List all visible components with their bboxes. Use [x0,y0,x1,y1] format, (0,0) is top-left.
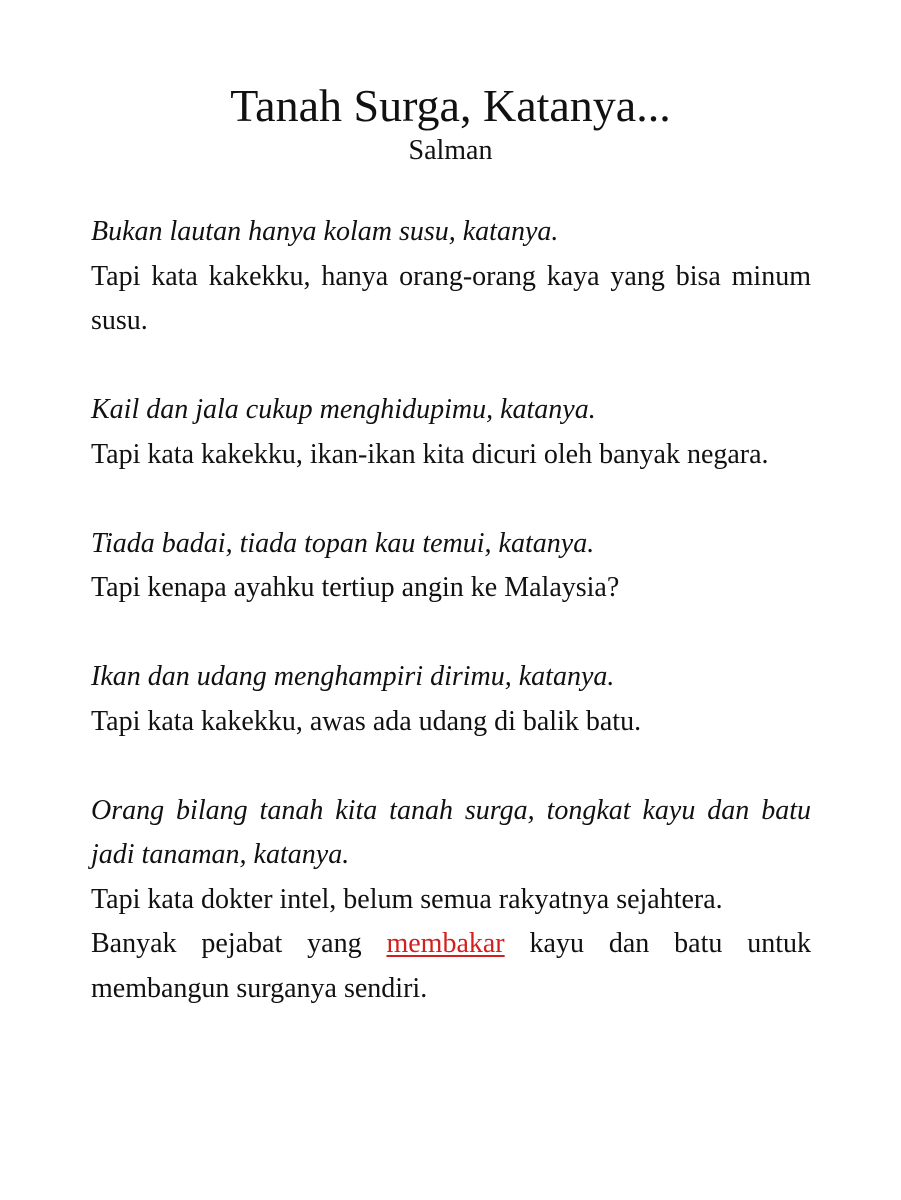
stanza-line-italic: Ikan dan udang menghampiri dirimu, katanya. [91,661,615,692]
stanza-1 [91,210,811,344]
stanza-line: Tapi kata dokter intel, belum semua rakyatnya sejahtera. [91,883,723,915]
line-text-before: Banyak pejabat yang [91,928,362,959]
highlighted-word: membakar [386,928,505,959]
stanza-line-italic: Bukan lautan hanya kolam susu, katanya. [91,216,559,247]
poem-title: Tanah Surga, Katanya... [230,80,671,131]
stanza-line: Tapi kata kakekku, awas ada udang di balik batu. [91,705,642,737]
stanza-line: Tapi kata kakekku, ikan-ikan kita dicuri oleh banyak negara. [91,438,769,470]
stanza-4 [91,655,811,744]
stanza-line-italic: Orang bilang tanah kita tanah surga, tongkat kayu dan batu jadi tanaman, katanya. [91,794,811,870]
poem-author: Salman [408,135,493,166]
poem-body [91,210,811,1056]
poem-header [0,78,901,168]
stanza-line-italic: Kail dan jala cukup menghidupimu, katanya. [91,394,596,425]
stanza-line-italic: Tiada badai, tiada topan kau temui, katanya. [91,527,595,559]
stanza-line: Tapi kenapa ayahku tertiup angin ke Malaysia? [91,572,620,603]
line-text-after: kayu dan batu untuk membangun surganya sendiri. [91,928,812,1004]
stanza-3 [91,522,811,611]
stanza-2 [91,388,811,477]
stanza-line-with-highlight [91,922,811,1011]
stanza-line: Tapi kata kakekku, hanya orang-orang kaya yang bisa minum susu. [91,260,811,336]
stanza-5 [91,789,811,1012]
